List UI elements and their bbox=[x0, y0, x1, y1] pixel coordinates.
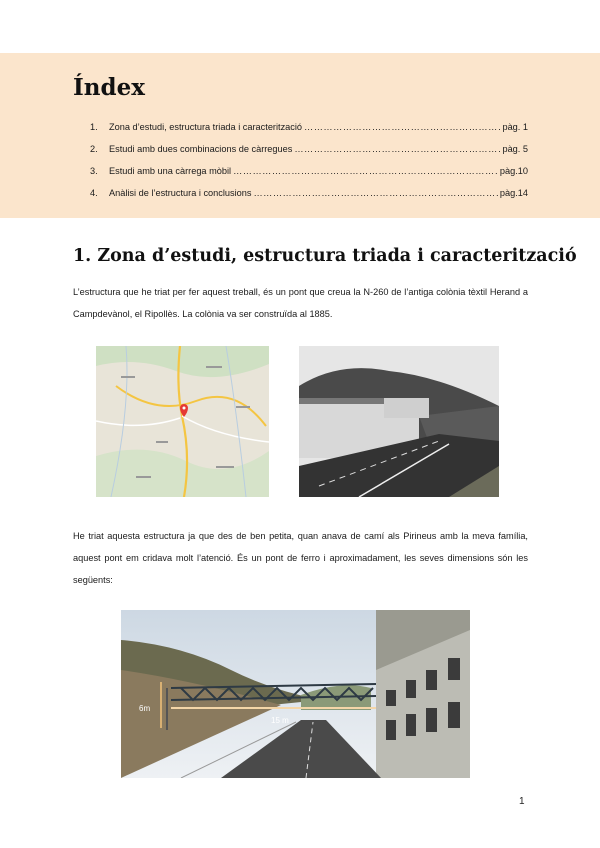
toc-item-number: 3. bbox=[90, 166, 98, 176]
toc-item[interactable] bbox=[90, 144, 528, 166]
toc-leader-dots bbox=[304, 122, 500, 132]
toc-item-label: Estudi amb una càrrega mòbil bbox=[109, 166, 232, 176]
colony-road-photo bbox=[299, 346, 499, 497]
length-label: 15 m bbox=[271, 716, 289, 725]
bridge-dimensions-photo bbox=[121, 610, 470, 778]
toc-item-label: Anàlisi de l’estructura i conclusions bbox=[109, 188, 252, 198]
toc-leader-dots bbox=[233, 166, 498, 176]
toc-item-page: pàg. 1 bbox=[502, 122, 528, 132]
section-title: 1. Zona d’estudi, estructura triada i caracterització bbox=[73, 246, 577, 266]
toc-item-label: Zona d’estudi, estructura triada i caracterització bbox=[109, 122, 303, 132]
toc-item[interactable] bbox=[90, 188, 528, 210]
toc-leader-dots bbox=[294, 144, 500, 154]
motivation-paragraph: He triat aquesta estructura ja que des de ben petita, quan anava de camí als Pirineus amb la meva família, aquest pont em cridava molt l’atenció. És un pont de ferro i aproximadament, les seves dimensions són les següents: bbox=[73, 531, 528, 585]
toc-item-number: 1. bbox=[90, 122, 98, 132]
toc-item-label: Estudi amb dues combinacions de càrregues bbox=[109, 144, 293, 154]
table-of-contents bbox=[90, 122, 528, 210]
page-number: 1 bbox=[519, 796, 525, 807]
location-map-image bbox=[96, 346, 269, 497]
toc-leader-dots bbox=[253, 188, 497, 198]
toc-item-page: pàg.10 bbox=[499, 166, 528, 176]
height-label: 6m bbox=[139, 704, 151, 713]
intro-paragraph: L’estructura que he triat per fer aquest treball, és un pont que creua la N-260 de l’antiga colònia tèxtil Herand a Campdevànol, el Ripollès. La colònia va ser construïda al 1885. bbox=[73, 287, 528, 319]
toc-item-page: pàg. 5 bbox=[502, 144, 528, 154]
toc-item-number: 4. bbox=[90, 188, 98, 198]
toc-item-page: pàg.14 bbox=[499, 188, 528, 198]
toc-item[interactable] bbox=[90, 166, 528, 188]
index-title: Índex bbox=[73, 74, 145, 101]
toc-item[interactable] bbox=[90, 122, 528, 144]
toc-item-number: 2. bbox=[90, 144, 98, 154]
